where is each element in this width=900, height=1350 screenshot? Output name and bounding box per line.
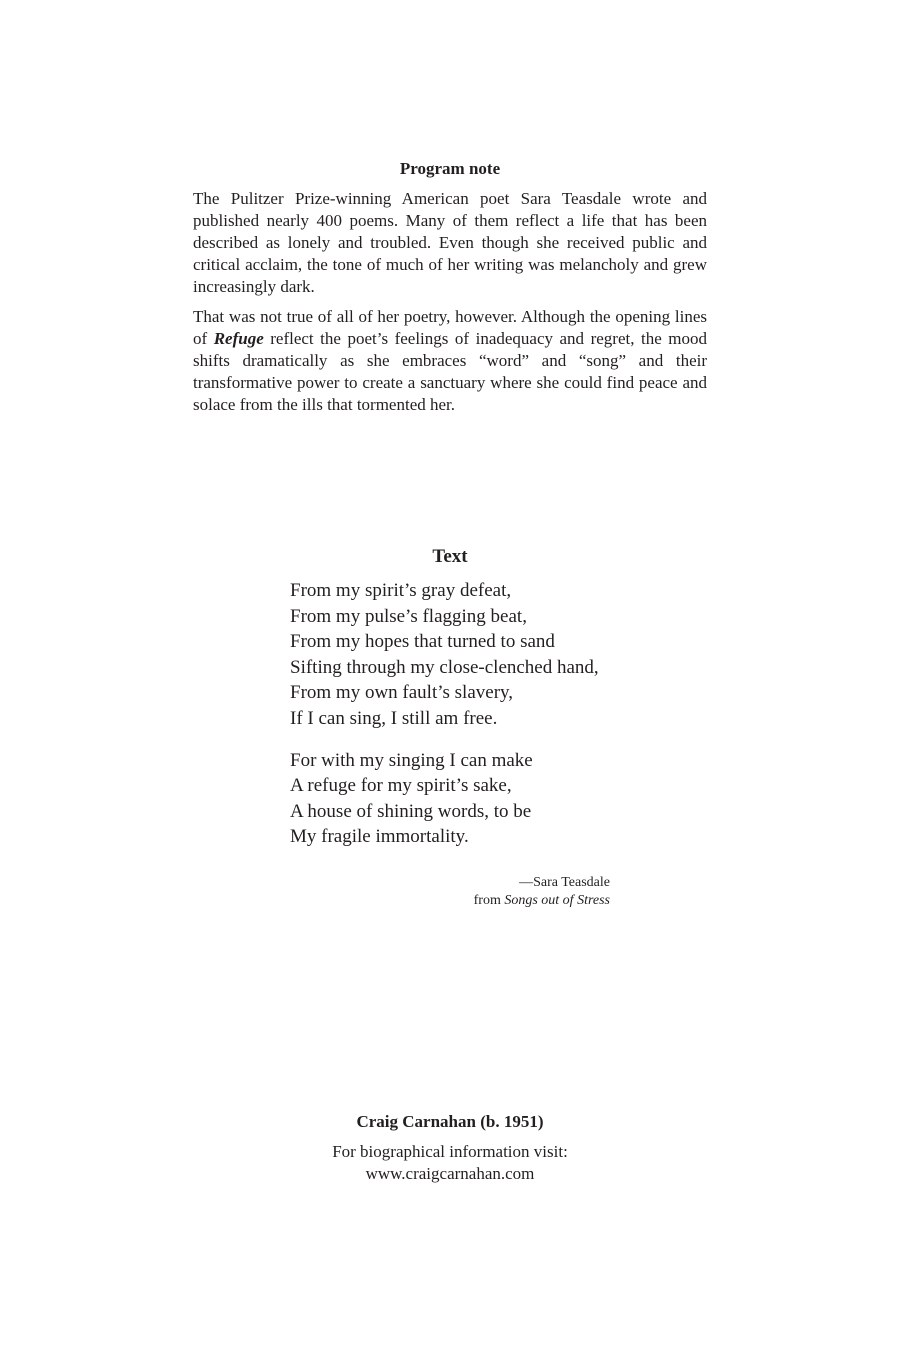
composer-section bbox=[193, 1111, 707, 1185]
program-note-paragraph-2-start: That was not true of all of her poetry, however. Although the opening lines of bbox=[193, 307, 707, 348]
program-note-paragraph-2 bbox=[193, 306, 707, 416]
poem-line: From my spirit’s gray defeat, bbox=[290, 580, 512, 601]
poem-line: From my own fault’s slavery, bbox=[290, 682, 514, 704]
attribution-source-title: Songs out of Stress bbox=[504, 893, 610, 908]
poem-line: My fragile immortality. bbox=[290, 826, 469, 848]
poem-line: From my pulse’s flagging beat, bbox=[290, 605, 527, 627]
text-heading: Text bbox=[432, 546, 468, 567]
program-note-heading: Program note bbox=[399, 159, 501, 178]
poem-line: From my hopes that turned to sand bbox=[290, 631, 555, 653]
poem-line: If I can sing, I still am free. bbox=[290, 707, 498, 729]
program-note-body bbox=[193, 188, 707, 424]
poem-stanza-1 bbox=[290, 578, 710, 732]
poem-line: A house of shining words, to be bbox=[290, 800, 532, 822]
program-note-paragraph-2-end: reflect the poet’s feelings of inadequacy and regret, the mood shifts dramatically as she embraces “word” and “song” and their transformative power to create a sanctuary where she could find peace and solace from the ills that tormented her. bbox=[193, 329, 707, 414]
composer-info-line: For biographical information visit: bbox=[332, 1142, 568, 1161]
poem-title-refuge: Refuge bbox=[213, 329, 264, 348]
poem-line: Sifting through my close-clenched hand, bbox=[290, 656, 599, 678]
attribution-author: —Sara Teasdale bbox=[519, 875, 610, 890]
attribution-from: from bbox=[473, 893, 505, 908]
poem-line: For with my singing I can make bbox=[290, 749, 533, 771]
poem-attribution bbox=[400, 874, 610, 910]
poem-stanza-2 bbox=[290, 748, 710, 850]
composer-info bbox=[193, 1141, 707, 1185]
composer-website: www.craigcarnahan.com bbox=[365, 1164, 535, 1183]
composer-name: Craig Carnahan (b. 1951) bbox=[356, 1112, 544, 1131]
poem-line: A refuge for my spirit’s sake, bbox=[290, 775, 512, 797]
poem bbox=[290, 578, 710, 866]
program-note-paragraph-1: The Pulitzer Prize-winning American poet Sara Teasdale wrote and published nearly 400 poems. Many of them reflect a life that has been described as lonely and troubled. Even though she received public and critical acclaim, the tone of much of her writing was melancholy and grew increasingly dark. bbox=[193, 189, 707, 296]
attribution-source-line bbox=[400, 892, 610, 910]
